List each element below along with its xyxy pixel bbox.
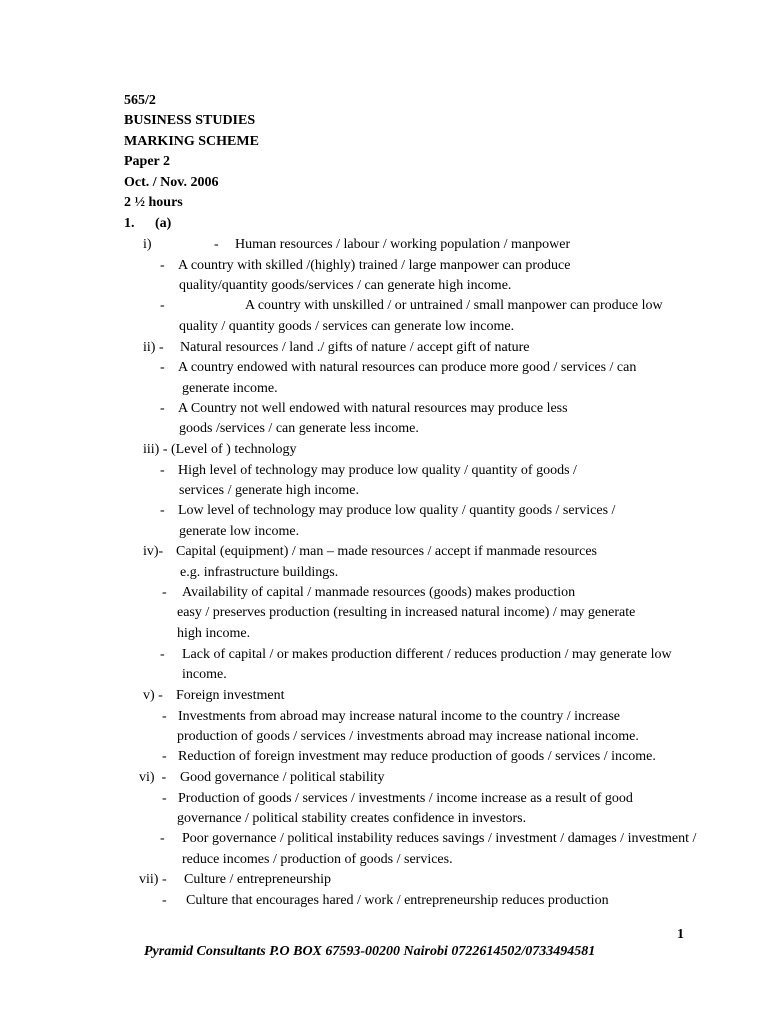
- item-number-vi: vi) -: [139, 770, 167, 785]
- item-heading-natural-resources: Natural resources / land ./ gifts of nature / accept gift of nature: [180, 340, 530, 355]
- bullet-dash: -: [160, 463, 165, 478]
- body-line: Poor governance / political instability reduces savings / investment / damages / investment /: [182, 831, 697, 846]
- body-line: reduce incomes / production of goods / services.: [182, 852, 453, 867]
- item-heading-governance: Good governance / political stability: [180, 770, 385, 785]
- body-line: quality / quantity goods / services can generate low income.: [179, 319, 515, 334]
- bullet-dash: -: [160, 503, 165, 518]
- bullet-dash: -: [162, 709, 167, 724]
- body-line: generate income.: [182, 381, 278, 396]
- body-line: Production of goods / services / investments / income increase as a result of good: [178, 791, 633, 806]
- body-line: Low level of technology may produce low quality / quantity goods / services /: [178, 503, 616, 518]
- body-line: High level of technology may produce low quality / quantity of goods /: [178, 463, 577, 478]
- bullet-dash: -: [162, 893, 167, 908]
- doc-session: Oct. / Nov. 2006: [124, 175, 219, 190]
- question-number: 1.: [124, 216, 135, 231]
- item-number-i: i): [143, 237, 152, 252]
- body-line: e.g. infrastructure buildings.: [180, 565, 339, 580]
- question-part: (a): [155, 216, 172, 231]
- page-number: 1: [677, 927, 684, 942]
- item-number-vii: vii) -: [139, 872, 167, 887]
- bullet-dash: -: [160, 647, 165, 662]
- bullet-dash: -: [162, 749, 167, 764]
- item-heading-human-resources: Human resources / labour / working population / manpower: [235, 237, 571, 252]
- body-line: Investments from abroad may increase natural income to the country / increase: [178, 709, 620, 724]
- body-line: services / generate high income.: [179, 483, 359, 498]
- body-line: Availability of capital / manmade resources (goods) makes production: [182, 585, 576, 600]
- item-heading-foreign-investment: Foreign investment: [176, 688, 285, 703]
- bullet-dash: -: [160, 401, 165, 416]
- bullet-dash: -: [214, 237, 219, 252]
- body-line: Culture that encourages hared / work / entrepreneurship reduces production: [186, 893, 609, 908]
- bullet-dash: -: [160, 258, 165, 273]
- bullet-dash: -: [160, 298, 165, 313]
- doc-code: 565/2: [124, 93, 156, 108]
- doc-paper: Paper 2: [124, 154, 171, 169]
- body-line: Reduction of foreign investment may reduce production of goods / services / income.: [178, 749, 656, 764]
- doc-duration: 2 ½ hours: [124, 195, 183, 210]
- body-line: Lack of capital / or makes production different / reduces production / may generate low: [182, 647, 672, 662]
- bullet-dash: -: [162, 791, 167, 806]
- body-line: governance / political stability creates confidence in investors.: [177, 811, 527, 826]
- body-line: goods /services / can generate less income.: [179, 421, 419, 436]
- item-heading-capital: Capital (equipment) / man – made resources / accept if manmade resources: [176, 544, 597, 559]
- bullet-dash: -: [160, 831, 165, 846]
- body-line: generate low income.: [179, 524, 300, 539]
- body-line: A country endowed with natural resources can produce more good / services / can: [178, 360, 637, 375]
- item-number-v: v) -: [143, 688, 163, 703]
- page-footer: Pyramid Consultants P.O BOX 67593-00200 Nairobi 0722614502/0733494581: [144, 944, 596, 959]
- body-line: easy / preserves production (resulting in increased natural income) / may generate: [177, 605, 636, 620]
- body-line: A country with unskilled / or untrained / small manpower can produce low: [245, 298, 663, 313]
- body-line: high income.: [177, 626, 251, 641]
- body-line: income.: [182, 667, 227, 682]
- body-line: quality/quantity goods/services / can generate high income.: [179, 278, 512, 293]
- body-line: A Country not well endowed with natural resources may produce less: [178, 401, 568, 416]
- item-heading-culture: Culture / entrepreneurship: [184, 872, 331, 887]
- bullet-dash: -: [162, 585, 167, 600]
- bullet-dash: -: [160, 360, 165, 375]
- doc-type: MARKING SCHEME: [124, 134, 259, 149]
- doc-subject: BUSINESS STUDIES: [124, 113, 256, 128]
- item-number-ii: ii) -: [143, 340, 164, 355]
- body-line: A country with skilled /(highly) trained / large manpower can produce: [178, 258, 571, 273]
- item-number-iv: iv)-: [143, 544, 164, 559]
- body-line: production of goods / services / investments abroad may increase national income.: [177, 729, 639, 744]
- item-heading-technology: iii) - (Level of ) technology: [143, 442, 297, 457]
